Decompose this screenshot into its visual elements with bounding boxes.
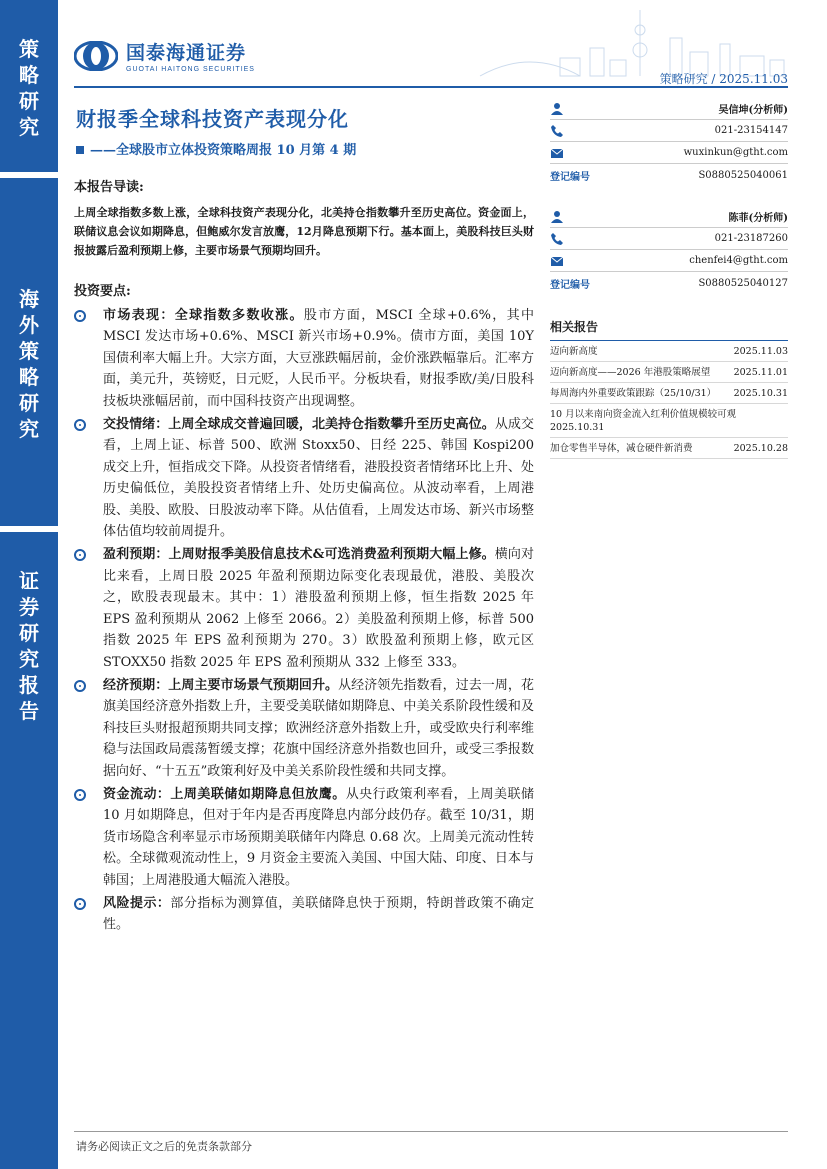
related-report-item[interactable]: 每周海内外重要政策跟踪（25/10/31） 2025.10.31 (550, 383, 788, 404)
square-bullet-icon (76, 146, 84, 154)
email-icon (550, 146, 564, 160)
registration-label: 登记编号 (550, 171, 590, 183)
related-report-item[interactable]: 迈向新高度——2026 年港股策略展望 2025.11.01 (550, 362, 788, 383)
analyst-name: 吴信坤(分析师) (718, 105, 788, 116)
side-band (0, 0, 58, 1169)
brand-mark-icon (74, 41, 118, 71)
related-reports (550, 318, 788, 459)
registration-number: S0880525040061 (698, 169, 788, 181)
tip-trading-sentiment: 交投情绪：上周全球成交普遍回暖，北美持仓指数攀升至历史高位。从成交看，上周上证、标普 500、欧洲 Stoxx50、日经 225、韩国 Kospi200 成交上升，恒指成交下降。从投资者情绪看，港股投资者情绪环比上升、处历史偏低位，美股投资者情绪上升、处历史偏高位。从波动率看，上周港股、美股、欧股、日股波动率下降。从估值看，上周发达市场、新兴市场整体估值均较前周提升。 (74, 414, 534, 542)
brand-logo (74, 38, 255, 73)
tip-market-performance: 市场表现：全球指数多数收涨。股市方面，MSCI 全球+0.6%，其中 MSCI 发达市场+0.6%、MSCI 新兴市场+0.9%。债市方面，美国 10Y 国债利率大幅上升。大宗方面，大豆涨跌幅居前，金价涨跌幅靠后。汇率方面，美元升，英镑贬，日元贬，人民币平。分板块看，财报季欧/美/日股科技板块涨幅居前，而中国科技资产出现调整。 (74, 305, 534, 412)
circle-bullet-icon (74, 549, 86, 561)
header-divider (74, 86, 788, 88)
disclaimer-note: 请务必阅读正文之后的免责条款部分 (76, 1140, 252, 1153)
tip-capital-flow: 资金流动：上周美联储如期降息但放鹰。从央行政策利率看，上周美联储 10 月如期降息，但对于年内是否再度降息内部分歧仍存。截至 10/31，期货市场隐含利率显示市场预期美联储年内降息 0.68 次。上周美元流动性转松。全球微观流动性上，9 月资金主要流入美国、中国大陆、印度、日本与韩国；上周港股通大幅流入港股。 (74, 784, 534, 891)
analyst-phone: 021-23154147 (714, 125, 788, 136)
brand-name-cn: 国泰海通证券 (126, 42, 247, 64)
side-tab-strategy: 策 略 研 究 (0, 0, 58, 172)
related-reports-heading: 相关报告 (550, 318, 788, 341)
main-column (74, 176, 534, 938)
summary-heading: 本报告导读: (74, 180, 144, 195)
brand-name-en: GUOTAI HAITONG SECURITIES (126, 66, 255, 73)
circle-bullet-icon (74, 898, 86, 910)
circle-bullet-icon (74, 680, 86, 692)
tip-earnings-forecast: 盈利预期：上周财报季美股信息技术&可选消费盈利预期大幅上修。横向对比来看，上周日股 2025 年盈利预期边际变化表现最优，港股、美股次之，欧股表现最末。其中：1）港股盈利预期上修，恒生指数 2025 年 EPS 盈利预期从 2062 上修至 2066。2）美股盈利预期上修，标普 500 指数 2025 年 EPS 盈利预期为 270。3）欧股盈利预期上修，欧元区 STOXX50 指数 2025 年 EPS 盈利预期从 332 上修至 333。 (74, 544, 534, 672)
registration-label: 登记编号 (550, 279, 590, 291)
tip-economic-expectation: 经济预期：上周主要市场景气预期回升。从经济领先指数看，过去一周，花旗美国经济意外指数上升，主要受美联储如期降息、中美关系阶段性缓和及科技巨头财报超预期共同支撑；欧洲经济意外指数上升，或受欧央行利率维稳与法国政局震荡暂缓支撑；花旗中国经济意外指数也回升，或受三季报数据向好、“十五五”政策利好及中美关系阶段性缓和共同支撑。 (74, 675, 534, 782)
phone-icon (550, 232, 564, 246)
analyst-card-2 (550, 206, 788, 294)
circle-bullet-icon (74, 789, 86, 801)
related-report-item[interactable]: 迈向新高度 2025.11.03 (550, 341, 788, 362)
analyst-card-1 (550, 98, 788, 186)
report-title: 财报季全球科技资产表现分化 (76, 107, 349, 131)
tips-heading: 投资要点: (74, 284, 131, 299)
skyline-illustration (470, 8, 800, 78)
registration-number: S0880525040127 (698, 277, 788, 289)
tip-risk-warning: 风险提示：部分指标为测算值，美联储降息快于预期，特朗普政策不确定性。 (74, 893, 534, 936)
person-icon (550, 210, 564, 224)
email-icon (550, 254, 564, 268)
side-tab-report: 证 券 研 究 报 告 (0, 532, 58, 1169)
analyst-phone: 021-23187260 (714, 233, 788, 244)
related-report-item[interactable]: 10 月以来南向资金流入红利价值规模较可观 2025.10.31 (550, 404, 788, 438)
person-icon (550, 102, 564, 116)
analyst-email[interactable]: chenfei4@gtht.com (689, 255, 788, 266)
report-subtitle: ——全球股市立体投资策略周报 10 月第 4 期 (76, 139, 356, 158)
circle-bullet-icon (74, 310, 86, 322)
circle-bullet-icon (74, 419, 86, 431)
summary-text: 上周全球指数多数上涨，全球科技资产表现分化，北美持仓指数攀升至历史高位。资金面上，联储议息会议如期降息，但鲍威尔发言放鹰，12月降息预期下行。基本面上，美股科技巨头财报披露后盈利预期上修，主要市场景气预期均回升。 (74, 206, 534, 257)
side-tab-overseas: 海 外 策 略 研 究 (0, 178, 58, 526)
phone-icon (550, 124, 564, 138)
footer-divider (74, 1131, 788, 1132)
analyst-email[interactable]: wuxinkun@gtht.com (683, 147, 788, 158)
analyst-name: 陈菲(分析师) (728, 213, 788, 224)
related-report-item[interactable]: 加仓零售半导体，减仓硬件新消费 2025.10.28 (550, 438, 788, 459)
report-category-date: 策略研究 / 2025.11.03 (659, 72, 788, 86)
